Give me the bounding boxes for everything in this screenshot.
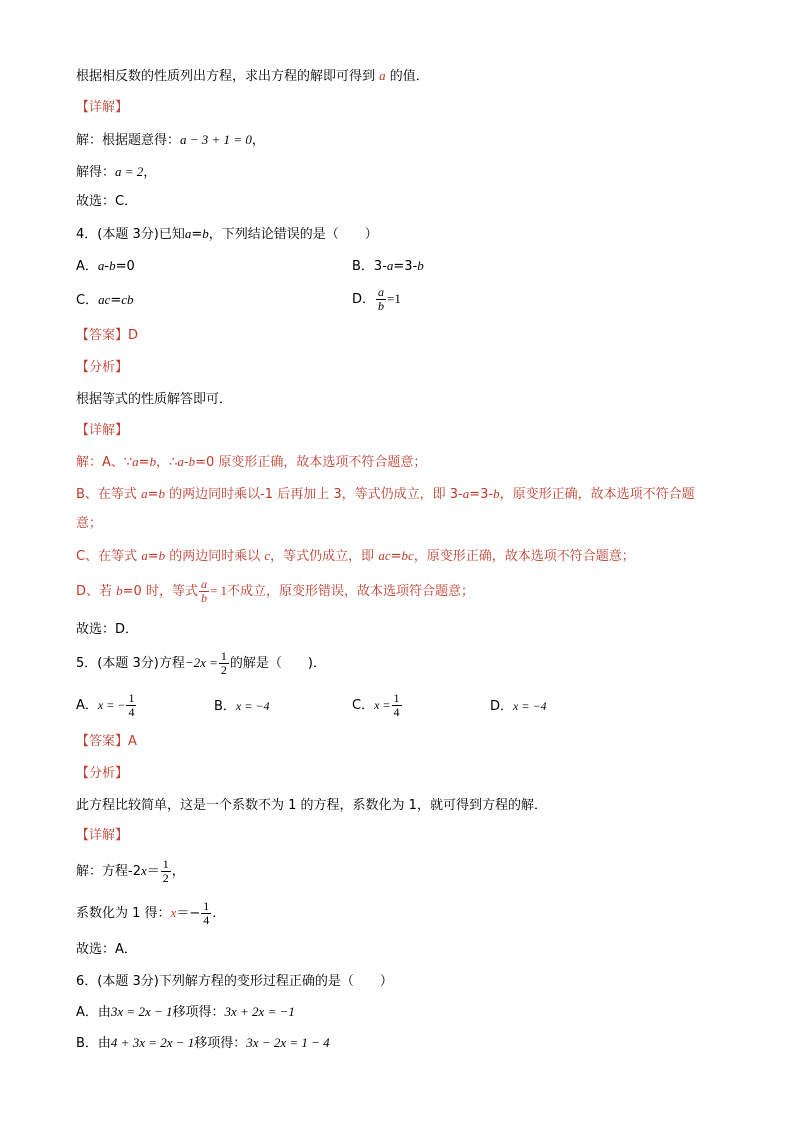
choice-5: 故选：A． xyxy=(76,942,137,957)
option-b: B．3-a=3-b xyxy=(352,258,424,274)
detail-5-line1: 解：方程-2x＝ $\frac{1}{2}$ ， xyxy=(76,857,185,885)
detail-4-b-cont: 意； xyxy=(76,516,103,531)
detail-heading-4: 【详解】 xyxy=(76,423,129,438)
answer-5: 【答案】A xyxy=(76,734,137,749)
choice-line: 故选：C． xyxy=(76,194,138,209)
question-5-stem: 5．(本题 3分)方程−2x = $\frac{1}{2}$ 的解是（ )． xyxy=(76,649,326,677)
option-a: A．a-b=0 xyxy=(76,258,135,274)
detail-4-c: C、在等式 a=b 的两边同时乘以 c，等式仍成立，即 ac=bc，原变形正确，故本选项不符合题意； xyxy=(76,548,635,564)
analysis-5: 此方程比较简单，这是一个系数不为 1 的方程，系数化为 1，就可得到方程的解． xyxy=(76,798,547,813)
question-4-stem: 4．(本题 3分)已知a=b，下列结论错误的是（ ） xyxy=(76,226,378,242)
option-c-5: C．x = $\frac{1}{4}$ xyxy=(352,691,400,719)
option-d: D． $\frac{a}{b}$ =1 xyxy=(352,285,401,313)
option-b-5: B．x = −4 xyxy=(214,699,270,714)
option-d-5: D．x = −4 xyxy=(490,699,547,714)
analysis-text: 根据相反数的性质列出方程，求出方程的解即可得到 a 的值． xyxy=(76,68,429,84)
analysis-heading-4: 【分析】 xyxy=(76,360,129,375)
solution-line: 解得：a = 2， xyxy=(76,164,157,180)
option-c: C．ac=cb xyxy=(76,292,134,308)
answer-4: 【答案】D xyxy=(76,328,139,343)
option-b-6: B．由4 + 3x = 2x − 1移项得：3x − 2x = 1 − 4 xyxy=(76,1035,330,1051)
detail-heading: 【详解】 xyxy=(76,100,129,115)
detail-heading-5: 【详解】 xyxy=(76,828,129,843)
option-a-6: A．由3x = 2x − 1移项得：3x + 2x = −1 xyxy=(76,1004,295,1020)
analysis-4: 根据等式的性质解答即可． xyxy=(76,392,233,407)
choice-4: 故选：D． xyxy=(76,622,139,637)
detail-4-a: 解：A、∵a=b，∴a-b=0 原变形正确，故本选项不符合题意； xyxy=(76,454,427,470)
detail-4-b: B、在等式 a=b 的两边同时乘以-1 后再加上 3，等式仍成立，即 3-a=3-b，原变形正确，故本选项不符合题 xyxy=(76,486,695,502)
analysis-heading-5: 【分析】 xyxy=(76,766,129,781)
detail-5-line2: 系数化为 1 得：x＝− $\frac{1}{4}$ ． xyxy=(76,899,226,927)
question-6-stem: 6．(本题 3分)下列解方程的变形过程正确的是（ ） xyxy=(76,974,393,989)
detail-4-d: D、若 b=0 时，等式 $\frac{a}{b}$ = 1不成立，原变形错误，故本选项符合题意； xyxy=(76,577,475,605)
option-a-5: A．x = − $\frac{1}{4}$ xyxy=(76,691,135,719)
solution-line: 解：根据题意得：a − 3 + 1 = 0， xyxy=(76,132,265,148)
